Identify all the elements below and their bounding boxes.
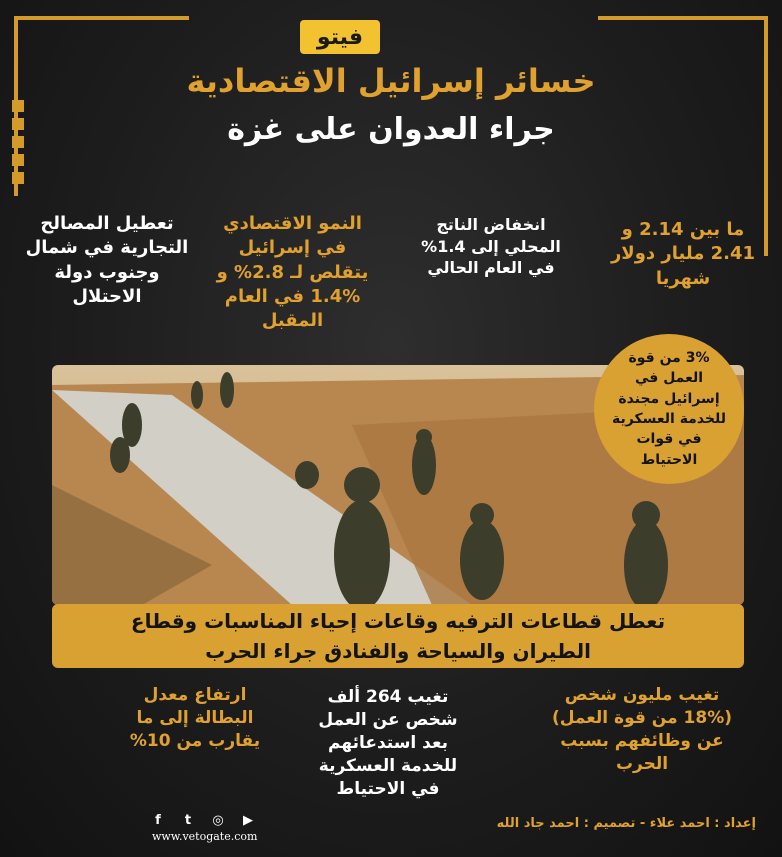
credits: إعداد : احمد علاء - تصميم : احمد جاد الله <box>496 816 756 831</box>
fact-million-absent: تغيب مليون شخص (18% من قوة العمل) عن وظائفهم بسبب الحرب <box>551 685 733 774</box>
fact-unemployment: ارتفاع معدل البطالة إلى ما يقارب من 10% <box>129 685 261 751</box>
fact-reservists-absent: تغيب 264 ألف شخص عن العمل بعد استدعائهم للخدمة العسكرية في الاحتياط <box>318 687 458 799</box>
frame-line <box>598 16 768 20</box>
fact-business-disruption: تعطيل المصالح التجارية في شمال وجنوب دولة الاحتلال <box>25 213 189 307</box>
website-url[interactable]: www.vetogate.com <box>152 830 258 843</box>
army-workforce-circle: 3% من قوة العمل في إسرائيل مجندة للخدمة العسكرية في قوات الاحتياط <box>594 334 744 484</box>
title-line-1: خسائر إسرائيل الاقتصادية <box>186 62 596 100</box>
frame-line <box>14 16 189 20</box>
title-line-2: جراء العدوان على غزة <box>227 112 555 147</box>
sectors-banner: تعطل قطاعات الترفيه وقاعات إحياء المناسبات وقطاع الطيران والسياحة والفنادق جراء الحرب <box>52 604 744 668</box>
vito-logo: فيتو <box>300 20 380 54</box>
twitter-icon[interactable]: t <box>184 812 192 828</box>
fact-gdp-decline: انخفاض الناتج المحلي إلى 1.4% في العام الحالي <box>421 215 561 278</box>
facebook-icon[interactable]: f <box>155 812 161 828</box>
fact-monthly-cost: ما بين 2.14 و 2.41 مليار دولار شهريا <box>610 219 756 289</box>
youtube-icon[interactable]: ▶ <box>243 812 253 828</box>
social-icons <box>150 812 256 828</box>
fact-growth-shrink: النمو الاقتصادي في إسرائيل يتقلص لـ 2.8% و 1.4% في العام المقبل <box>216 213 369 332</box>
instagram-icon[interactable]: ◎ <box>212 812 224 828</box>
